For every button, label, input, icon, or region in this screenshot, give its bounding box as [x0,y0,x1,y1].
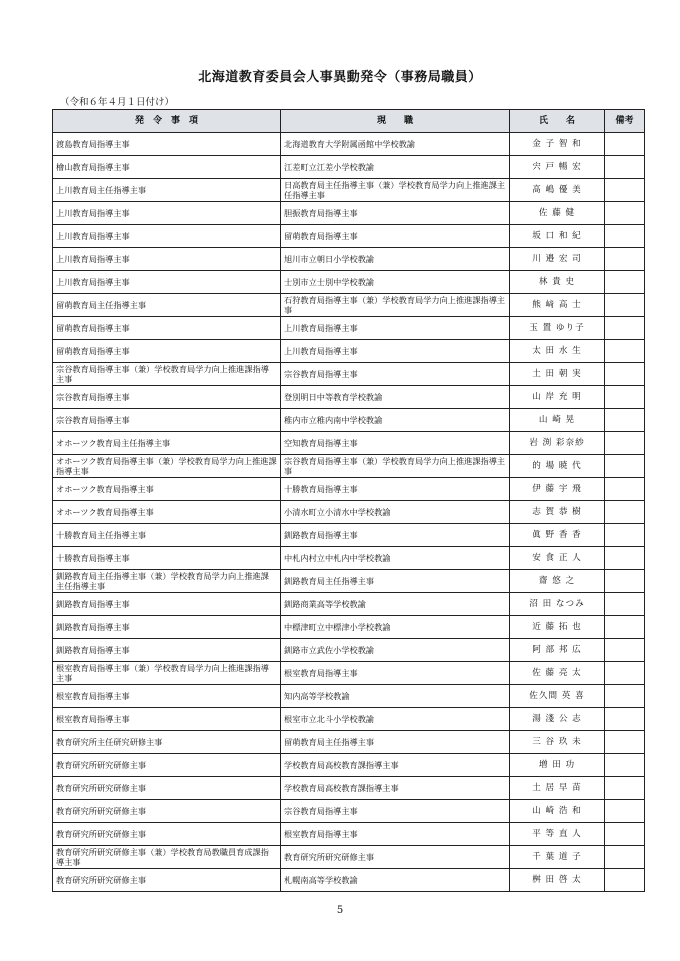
table-row [53,317,645,340]
remarks-cell [605,179,645,202]
appointment-cell: 教育研究所研究研修主事 [53,754,281,777]
appointment-cell: 上川教育局主任指導主事 [53,179,281,202]
remarks-cell [605,800,645,823]
remarks-cell [605,662,645,685]
name-cell: 玉 置 ゆり子 [510,317,605,340]
table-row [53,593,645,616]
current-post-cell: 根室教育局指導主事 [281,823,510,846]
name-cell: 宍 戸 暢 宏 [510,156,605,179]
page-number: 5 [336,905,344,916]
table-row [53,685,645,708]
name-cell: 佐 藤 亮 太 [510,662,605,685]
name-cell: 土 田 朝 実 [510,363,605,386]
remarks-cell [605,225,645,248]
remarks-cell [605,317,645,340]
table-row [53,179,645,202]
current-post-cell: 留萌教育局指導主事 [281,225,510,248]
appointment-cell: 教育研究所研究研修主事 [53,869,281,892]
appointment-cell: 上川教育局指導主事 [53,225,281,248]
name-cell: 金 子 智 和 [510,133,605,156]
appointment-cell: 釧路教育局指導主事 [53,593,281,616]
name-cell: 近 藤 拓 也 [510,616,605,639]
name-cell: 安 食 正 人 [510,547,605,570]
table-row [53,248,645,271]
table-row [53,294,645,317]
appointment-cell: オホーツク教育局指導主事 [53,478,281,501]
current-post-cell: 胆振教育局指導主事 [281,202,510,225]
current-post-cell: 空知教育局指導主事 [281,432,510,455]
table-row [53,202,645,225]
appointment-cell: 上川教育局指導主事 [53,248,281,271]
table-row [53,662,645,685]
remarks-cell [605,685,645,708]
current-post-cell: 北海道教育大学附属函館中学校教諭 [281,133,510,156]
remarks-cell [605,754,645,777]
table-row [53,409,645,432]
remarks-cell [605,823,645,846]
current-post-cell: 旭川市立朝日小学校教諭 [281,248,510,271]
name-cell: 増 田 功 [510,754,605,777]
name-cell: 千 葉 道 子 [510,846,605,869]
name-cell: 太 田 水 生 [510,340,605,363]
table-row [53,340,645,363]
remarks-cell [605,639,645,662]
table-row [53,501,645,524]
table-row [53,731,645,754]
appointment-cell: オホーツク教育局指導主事 [53,501,281,524]
current-post-cell: 日高教育局主任指導主事（兼）学校教育局学力向上推進課主任指導主事 [281,179,510,202]
table-row [53,823,645,846]
table-row [53,639,645,662]
current-post-cell: 小清水町立小清水中学校教諭 [281,501,510,524]
appointment-cell: 釧路教育局主任指導主事（兼）学校教育局学力向上推進課主任指導主事 [53,570,281,593]
current-post-cell: 釧路市立武佐小学校教諭 [281,639,510,662]
header-name: 氏 名 [510,110,605,133]
name-cell: 平 等 直 人 [510,823,605,846]
name-cell: 志 賀 恭 樹 [510,501,605,524]
table-row [53,800,645,823]
appointment-cell: 留萌教育局主任指導主事 [53,294,281,317]
current-post-cell: 上川教育局指導主事 [281,317,510,340]
appointment-cell: 宗谷教育局指導主事 [53,386,281,409]
remarks-cell [605,455,645,478]
appointment-cell: 檜山教育局指導主事 [53,156,281,179]
current-post-cell: 根室教育局指導主事 [281,662,510,685]
appointment-cell: 根室教育局指導主事（兼）学校教育局学力向上推進課指導主事 [53,662,281,685]
current-post-cell: 釧路教育局指導主事 [281,524,510,547]
remarks-cell [605,869,645,892]
name-cell: 川 邉 宏 司 [510,248,605,271]
appointment-cell: 上川教育局指導主事 [53,202,281,225]
table-row [53,869,645,892]
appointment-cell: 留萌教育局指導主事 [53,340,281,363]
remarks-cell [605,294,645,317]
remarks-cell [605,248,645,271]
remarks-cell [605,731,645,754]
table-row [53,478,645,501]
document-title: 北海道教育委員会人事異動発令（事務局職員） [198,70,482,85]
current-post-cell: 宗谷教育局指導主事（兼）学校教育局学力向上推進課指導主事 [281,455,510,478]
current-post-cell: 江差町立江差小学校教諭 [281,156,510,179]
table-row [53,547,645,570]
table-row [53,777,645,800]
appointment-cell: 宗谷教育局指導主事 [53,409,281,432]
appointment-cell: オホーツク教育局指導主事（兼）学校教育局学力向上推進課指導主事 [53,455,281,478]
table-row [53,708,645,731]
current-post-cell: 教育研究所研究研修主事 [281,846,510,869]
current-post-cell: 札幌南高等学校教諭 [281,869,510,892]
remarks-cell [605,156,645,179]
table-row [53,524,645,547]
table-row [53,455,645,478]
current-post-cell: 宗谷教育局指導主事 [281,363,510,386]
name-cell: 佐 藤 健 [510,202,605,225]
remarks-cell [605,501,645,524]
name-cell: 山 崎 浩 和 [510,800,605,823]
remarks-cell [605,202,645,225]
appointment-cell: 渡島教育局指導主事 [53,133,281,156]
current-post-cell: 釧路商業高等学校教諭 [281,593,510,616]
current-post-cell: 宗谷教育局指導主事 [281,800,510,823]
current-post-cell: 留萌教育局主任指導主事 [281,731,510,754]
appointment-cell: オホーツク教育局主任指導主事 [53,432,281,455]
remarks-cell [605,616,645,639]
name-cell: 眞 野 香 香 [510,524,605,547]
table-row [53,363,645,386]
remarks-cell [605,570,645,593]
remarks-cell [605,340,645,363]
name-cell: 湯 淺 公 志 [510,708,605,731]
name-cell: 熊 﨑 高 士 [510,294,605,317]
remarks-cell [605,363,645,386]
remarks-cell [605,432,645,455]
appointment-cell: 宗谷教育局指導主事（兼）学校教育局学力向上推進課指導主事 [53,363,281,386]
remarks-cell [605,386,645,409]
appointment-cell: 根室教育局指導主事 [53,685,281,708]
current-post-cell: 石狩教育局指導主事（兼）学校教育局学力向上推進課指導主事 [281,294,510,317]
name-cell: 伊 藤 宇 飛 [510,478,605,501]
name-cell: 髙 嶋 優 美 [510,179,605,202]
remarks-cell [605,846,645,869]
remarks-cell [605,547,645,570]
current-post-cell: 中標津町立中標津小学校教諭 [281,616,510,639]
table-row [53,271,645,294]
table-row [53,754,645,777]
appointment-cell: 釧路教育局指導主事 [53,639,281,662]
appointment-cell: 教育研究所研究研修主事（兼）学校教育局教職員育成課指導主事 [53,846,281,869]
current-post-cell: 根室市立北斗小学校教諭 [281,708,510,731]
name-cell: 三 谷 玖 未 [510,731,605,754]
name-cell: 沼 田 なつみ [510,593,605,616]
name-cell: 桝 田 啓 太 [510,869,605,892]
name-cell: 齋 悠 之 [510,570,605,593]
remarks-cell [605,133,645,156]
remarks-cell [605,271,645,294]
name-cell: 坂 口 和 紀 [510,225,605,248]
appointment-cell: 教育研究所主任研究研修主事 [53,731,281,754]
header-appointment: 発 令 事 項 [53,110,281,133]
table-row [53,133,645,156]
name-cell: 佐久間 英 喜 [510,685,605,708]
header-current-post: 現 職 [281,110,510,133]
remarks-cell [605,593,645,616]
current-post-cell: 十勝教育局指導主事 [281,478,510,501]
appointment-cell: 教育研究所研究研修主事 [53,823,281,846]
table-header-row [53,110,645,133]
current-post-cell: 学校教育局高校教育課指導主事 [281,754,510,777]
name-cell: 阿 部 邦 広 [510,639,605,662]
remarks-cell [605,708,645,731]
header-remarks: 備考 [605,110,645,133]
table-row [53,225,645,248]
name-cell: 土 居 早 苗 [510,777,605,800]
table-row [53,846,645,869]
appointment-cell: 十勝教育局指導主事 [53,547,281,570]
current-post-cell: 稚内市立稚内南中学校教諭 [281,409,510,432]
name-cell: 的 場 暁 代 [510,455,605,478]
current-post-cell: 士別市立士別中学校教諭 [281,271,510,294]
personnel-table [52,109,645,892]
current-post-cell: 中札内村立中札内中学校教諭 [281,547,510,570]
table-row [53,386,645,409]
remarks-cell [605,409,645,432]
table-row [53,616,645,639]
appointment-cell: 教育研究所研究研修主事 [53,777,281,800]
appointment-cell: 教育研究所研究研修主事 [53,800,281,823]
current-post-cell: 上川教育局指導主事 [281,340,510,363]
current-post-cell: 学校教育局高校教育課指導主事 [281,777,510,800]
remarks-cell [605,777,645,800]
appointment-cell: 釧路教育局指導主事 [53,616,281,639]
remarks-cell [605,478,645,501]
table-row [53,432,645,455]
name-cell: 林 貴 史 [510,271,605,294]
name-cell: 山 岸 充 明 [510,386,605,409]
effective-date: （令和６年４月１日付け） [60,97,175,108]
remarks-cell [605,524,645,547]
appointment-cell: 十勝教育局主任指導主事 [53,524,281,547]
appointment-cell: 根室教育局指導主事 [53,708,281,731]
name-cell: 岩 渕 彩奈紗 [510,432,605,455]
appointment-cell: 上川教育局指導主事 [53,271,281,294]
current-post-cell: 登別明日中等教育学校教諭 [281,386,510,409]
name-cell: 山 崎 晃 [510,409,605,432]
table-row [53,570,645,593]
current-post-cell: 釧路教育局主任指導主事 [281,570,510,593]
table-row [53,156,645,179]
appointment-cell: 留萌教育局指導主事 [53,317,281,340]
current-post-cell: 知内高等学校教諭 [281,685,510,708]
